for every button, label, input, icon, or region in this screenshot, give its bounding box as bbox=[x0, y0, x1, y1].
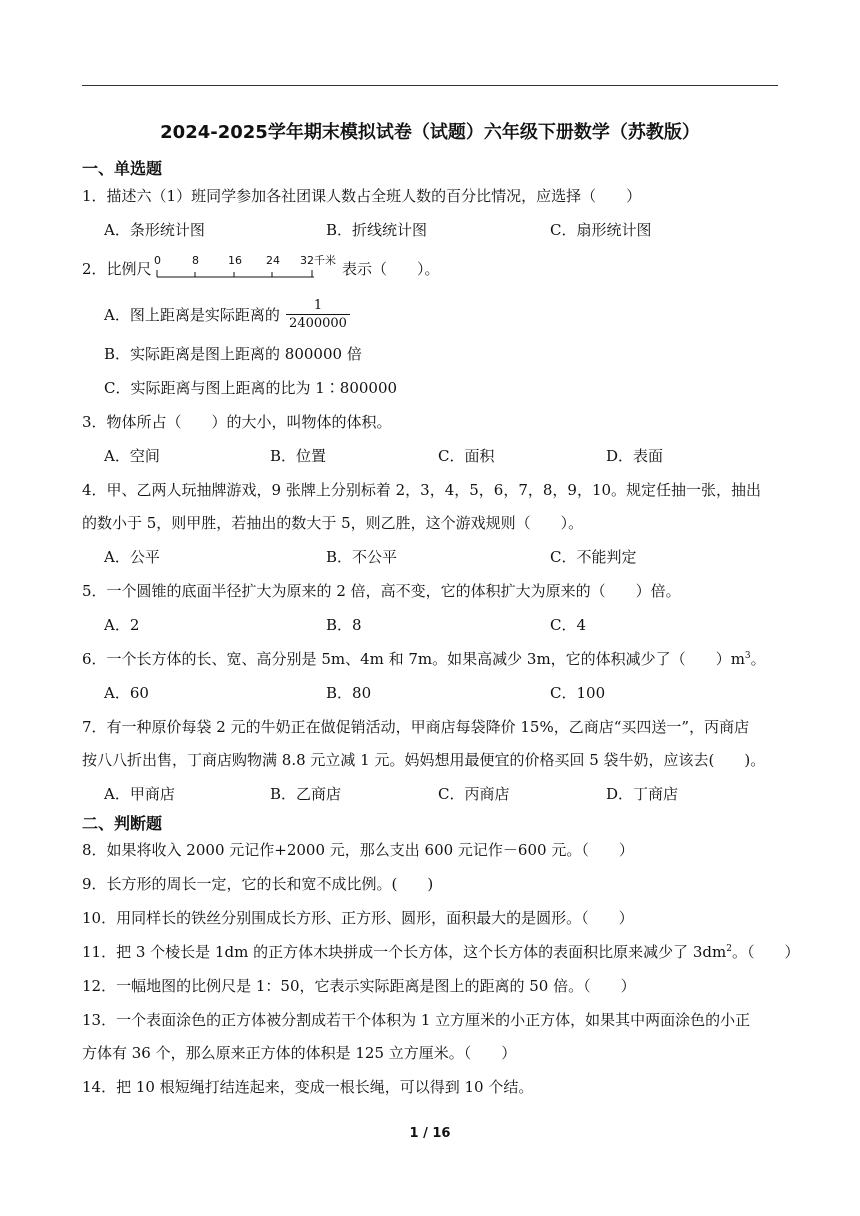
question-4-stem-line1: 4．甲、乙两人玩抽牌游戏，9 张牌上分别标着 2，3，4，5，6，7，8，9，10。规定任抽一张，抽出 bbox=[82, 481, 762, 499]
scale-label-32km: 32千米 bbox=[300, 254, 336, 267]
scale-label-0: 0 bbox=[154, 254, 161, 267]
section-heading-true-false: 二、判断题 bbox=[82, 814, 163, 833]
question-2-option-a: A．图上距离是实际距离的 bbox=[104, 306, 280, 324]
question-6-text: 6．一个长方体的长、宽、高分别是 5m、4m 和 7m。如果高减少 3m，它的体积减少了（ ）m bbox=[82, 650, 745, 668]
page-title: 2024-2025学年期末模拟试卷（试题）六年级下册数学（苏教版） bbox=[160, 122, 700, 143]
question-5-option-a: A．2 bbox=[104, 616, 140, 634]
question-7-option-b: B．乙商店 bbox=[270, 785, 342, 803]
question-7-option-d: D．丁商店 bbox=[606, 785, 679, 803]
question-2-stem-start: 2．比例尺 bbox=[82, 260, 152, 278]
question-7-option-c: C．丙商店 bbox=[438, 785, 510, 803]
question-2-fraction bbox=[286, 298, 350, 331]
question-5-option-c: C．4 bbox=[550, 616, 587, 634]
question-5-option-b: B．8 bbox=[326, 616, 362, 634]
question-5-stem: 5．一个圆锥的底面半径扩大为原来的 2 倍，高不变，它的体积扩大为原来的（ ）倍。 bbox=[82, 582, 681, 600]
question-13-line2: 方体有 36 个，那么原来正方体的体积是 125 立方厘米。（ ） bbox=[82, 1044, 517, 1062]
question-11 bbox=[82, 941, 799, 962]
question-1-option-b: B．折线统计图 bbox=[326, 221, 428, 239]
header-rule bbox=[82, 85, 778, 86]
question-3-option-b: B．位置 bbox=[270, 447, 327, 465]
question-2-option-c: C．实际距离与图上距离的比为 1∶800000 bbox=[104, 379, 398, 397]
question-12: 12．一幅地图的比例尺是 1：50，它表示实际距离是图上的距离的 50 倍。（ ） bbox=[82, 977, 636, 995]
page-number: 1 / 16 bbox=[409, 1126, 451, 1141]
fraction-denominator: 2400000 bbox=[289, 316, 347, 331]
question-2-option-b: B．实际距离是图上距离的 800000 倍 bbox=[104, 345, 362, 363]
question-3-option-a: A．空间 bbox=[104, 447, 160, 465]
question-1-option-c: C．扇形统计图 bbox=[550, 221, 652, 239]
question-6-option-c: C．100 bbox=[550, 684, 606, 702]
question-4-option-b: B．不公平 bbox=[326, 548, 398, 566]
question-4-option-a: A．公平 bbox=[104, 548, 160, 566]
scale-label-24: 24 bbox=[266, 254, 280, 267]
question-10: 10．用同样长的铁丝分别围成长方形、正方形、圆形，面积最大的是圆形。（ ） bbox=[82, 909, 634, 927]
question-6-superscript: 3 bbox=[744, 651, 751, 661]
question-6-end: 。 bbox=[750, 650, 766, 668]
question-11-superscript: 2 bbox=[726, 944, 732, 954]
section-heading-single-choice: 一、单选题 bbox=[82, 159, 163, 178]
question-6-option-b: B．80 bbox=[326, 684, 372, 702]
question-8: 8．如果将收入 2000 元记作+2000 元，那么支出 600 元记作－600 元。（ ） bbox=[82, 841, 634, 859]
question-9: 9．长方形的周长一定，它的长和宽不成比例。( ) bbox=[82, 875, 434, 893]
question-6-option-a: A．60 bbox=[104, 684, 149, 702]
question-4-stem-line2: 的数小于 5，则甲胜，若抽出的数大于 5，则乙胜，这个游戏规则（ ）。 bbox=[82, 514, 584, 532]
question-6-stem bbox=[82, 648, 766, 669]
question-1-option-a: A．条形统计图 bbox=[104, 221, 205, 239]
question-3-option-d: D．表面 bbox=[606, 447, 664, 465]
question-11-end: 。（ ） bbox=[731, 943, 800, 961]
question-7-option-a: A．甲商店 bbox=[104, 785, 175, 803]
scale-bar bbox=[154, 252, 344, 282]
question-1-stem: 1．描述六（1）班同学参加各社团课人数占全班人数的百分比情况，应选择（ ） bbox=[82, 187, 642, 205]
question-3-stem: 3．物体所占（ ）的大小，叫物体的体积。 bbox=[82, 413, 392, 431]
question-13-line1: 13．一个表面涂色的正方体被分割成若干个体积为 1 立方厘米的小正方体，如果其中两面涂色的小正 bbox=[82, 1011, 751, 1029]
question-3-option-c: C．面积 bbox=[438, 447, 495, 465]
question-4-option-c: C．不能判定 bbox=[550, 548, 637, 566]
question-14: 14．把 10 根短绳打结连起来，变成一根长绳，可以得到 10 个结。 bbox=[82, 1078, 534, 1096]
question-2-stem-end: 表示（ ）。 bbox=[342, 260, 440, 278]
fraction-numerator: 1 bbox=[313, 298, 323, 313]
scale-label-8: 8 bbox=[192, 254, 199, 267]
scale-label-16: 16 bbox=[228, 254, 242, 267]
fraction-bar bbox=[286, 314, 350, 315]
question-7-stem-line2: 按八八折出售，丁商店购物满 8.8 元立减 1 元。妈妈想用最便宜的价格买回 5 袋牛奶，应该去( )。 bbox=[82, 751, 766, 769]
question-11-text: 11．把 3 个棱长是 1dm 的正方体木块拼成一个长方体，这个长方体的表面积比原来减少了 3dm bbox=[82, 943, 727, 961]
question-7-stem-line1: 7．有一种原价每袋 2 元的牛奶正在做促销活动，甲商店每袋降价 15%，乙商店“买四送一”，丙商店 bbox=[82, 718, 750, 736]
